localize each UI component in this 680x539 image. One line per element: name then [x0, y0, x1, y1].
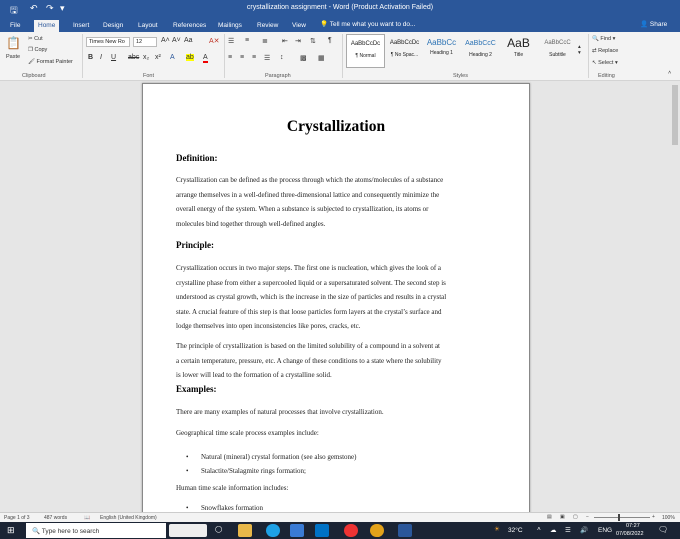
multilevel-list-icon[interactable]: ≣ [262, 38, 268, 45]
tell-me-search[interactable]: 💡 Tell me what you want to do... [320, 21, 416, 28]
taskbar-search-input[interactable]: 🔍 Type here to search [26, 523, 166, 538]
tab-layout[interactable]: Layout [138, 22, 158, 29]
ribbon [0, 32, 680, 81]
collapse-ribbon-icon[interactable]: ˄ [668, 70, 672, 76]
paste-button[interactable]: Paste [6, 54, 21, 60]
change-case-icon[interactable]: Aa [184, 37, 193, 44]
edge-icon[interactable] [266, 524, 280, 537]
subscript-icon[interactable]: x₂ [143, 54, 150, 61]
paragraph-human-intro: Human time scale information includes: [176, 484, 289, 492]
clock-date[interactable]: 07/08/2022 [616, 531, 644, 537]
align-right-icon[interactable]: ≡ [252, 54, 257, 61]
clear-formatting-icon[interactable]: A✕ [209, 38, 220, 45]
network-icon[interactable]: ☰ [565, 527, 571, 534]
decrease-indent-icon[interactable]: ⇤ [282, 38, 288, 45]
styles-scroll-icon[interactable]: ▴ ▾ [578, 44, 581, 56]
shading-icon[interactable]: ▩ [300, 55, 307, 62]
language-status[interactable]: English (United Kingdom) [100, 515, 157, 521]
heading-examples: Examples: [176, 384, 217, 394]
scrollbar-thumb[interactable] [672, 85, 678, 145]
status-bar [0, 512, 680, 522]
weather-icon[interactable]: ☀ [494, 526, 500, 533]
mail-icon[interactable] [315, 524, 329, 537]
chrome-icon[interactable] [370, 524, 384, 537]
editing-group-label: Editing [598, 73, 615, 79]
browser-icon[interactable] [344, 524, 358, 537]
task-view-icon[interactable]: ◯ [215, 526, 223, 533]
save-icon[interactable]: 🖫 [10, 5, 18, 15]
undo-icon[interactable]: ↶ [30, 3, 38, 13]
input-language[interactable]: ENG [598, 527, 613, 534]
copy-button[interactable]: ❐ Copy [28, 47, 48, 53]
line-spacing-icon[interactable]: ↕ [280, 54, 284, 61]
tab-design[interactable]: Design [103, 22, 124, 29]
brush-icon: 🖌 [28, 59, 35, 65]
tab-insert[interactable]: Insert [73, 22, 90, 29]
show-formatting-icon[interactable]: ¶ [328, 37, 332, 44]
windows-start-icon[interactable]: ⊞ [7, 525, 15, 535]
volume-icon[interactable]: 🔊 [580, 527, 589, 534]
align-center-icon[interactable]: ≡ [240, 54, 245, 61]
underline-icon[interactable]: U [111, 54, 117, 61]
customize-quick-access-icon[interactable]: ▾ [60, 3, 65, 13]
italic-icon[interactable]: I [100, 54, 102, 61]
zoom-level[interactable]: 100% [662, 515, 675, 521]
bold-icon[interactable]: B [88, 54, 94, 61]
bullet-icon: • [186, 504, 189, 512]
styles-group-label: Styles [453, 73, 468, 79]
strikethrough-icon[interactable]: abc [128, 54, 140, 61]
style-subtitle[interactable]: AaBbCcC Subtitle [538, 34, 577, 68]
style-title[interactable]: AaB Title [499, 34, 538, 68]
increase-indent-icon[interactable]: ⇥ [295, 38, 301, 45]
cursor-icon: ↖ [592, 60, 597, 66]
share-button[interactable]: 👤 Share [640, 21, 668, 28]
style-no-spacing[interactable]: AaBbCcDc ¶ No Spac... [385, 34, 424, 68]
style-normal[interactable]: AaBbCcDc ¶ Normal [346, 34, 385, 68]
zoom-slider[interactable] [594, 517, 650, 518]
paragraph-geo-intro: Geographical time scale process examples include: [176, 429, 319, 437]
proofing-icon[interactable]: 📖 [84, 515, 91, 521]
title-bar [0, 0, 680, 18]
heading-definition: Definition: [176, 153, 218, 163]
replace-button[interactable]: ⇄ Replace [592, 48, 619, 54]
person-icon: 👤 [640, 21, 649, 28]
temperature[interactable]: 32°C [508, 527, 523, 534]
paragraph-group-label: Paragraph [265, 73, 291, 79]
copy-icon: ❐ [28, 47, 33, 53]
web-layout-icon[interactable]: ▢ [573, 514, 578, 520]
shrink-font-icon[interactable]: A˅ [172, 37, 181, 44]
font-name-select[interactable]: Times New Ro [86, 37, 130, 47]
zoom-slider-thumb[interactable] [618, 514, 620, 521]
bullet-icon: • [186, 453, 189, 461]
tab-view[interactable]: View [292, 22, 306, 29]
print-layout-icon[interactable]: ▣ [560, 514, 565, 520]
document-page[interactable]: Crystallization Definition: Crystallization can be defined as the process through which the atoms/molecules of a substance arrange themselves in a well-defined three-dimensional lattice and consequently minimize the overall energy of the system. When a substance is subjected to crystallization, its atoms or molecules bind together through well-defined angles. Principle: Crystallization occurs in two major steps. The first one is nucleation, which gives the look of a crystalline phase from either a supercooled liquid or a supersaturated solvent. The second step is understood as crystal growth, which is the increase in the size of particles and results in a crystal state. A crucial feature of this step is that loose particles form layers at the crystal’s surface and lodge themselves into open inconsistencies like pores, cracks, etc. The principle of crystallization is based on the limited solubility of a compound in a solvent at a certain temperature, pressure, etc. A change of these conditions to a state where the solubility is lower will lead to the formation of a crystalline solid. Examples: There are many examples of natural processes that involve crystallization. Geographical time scale process examples include: • Natural (mineral) crystal formation (see also gemstone) • Stalactite/Stalagmite rings formation; Human time scale information includes: • Snowflakes formation [142, 83, 530, 512]
highlight-icon[interactable]: ab [186, 54, 194, 61]
redo-icon[interactable]: ↷ [46, 3, 54, 13]
window-title: crystallization assignment - Word (Product Activation Failed) [246, 4, 434, 11]
tab-file[interactable]: File [10, 22, 21, 29]
cut-button[interactable]: ✂ Cut [28, 36, 43, 42]
select-button[interactable]: ↖ Select ▾ [592, 60, 618, 66]
bullets-icon[interactable]: ☰ [228, 38, 235, 45]
numbering-icon[interactable]: ≡ [245, 37, 250, 44]
vertical-scrollbar[interactable] [670, 81, 680, 512]
replace-icon: ⇄ [592, 48, 597, 54]
notifications-icon[interactable]: 🗨 [658, 525, 669, 534]
grow-font-icon[interactable]: A˄ [161, 37, 170, 44]
style-heading-2[interactable]: AaBbCcC Heading 2 [461, 34, 500, 68]
format-painter-button[interactable]: 🖌 Format Painter [28, 59, 73, 65]
justify-icon[interactable]: ☰ [264, 55, 271, 62]
style-preview: AaBbCcDc [350, 41, 381, 47]
sort-icon[interactable]: ⇅ [310, 38, 316, 45]
tab-home[interactable]: Home [34, 20, 59, 32]
clock-time[interactable]: 07:27 [626, 523, 640, 529]
bullet-icon: • [186, 467, 189, 475]
text-effects-icon[interactable]: A [170, 54, 175, 61]
word-count[interactable]: 487 words [44, 515, 68, 521]
zoom-in-icon[interactable]: + [652, 514, 655, 520]
file-explorer-icon[interactable] [238, 524, 252, 537]
paragraph-examples-intro: There are many examples of natural processes that involve crystallization. [176, 408, 384, 416]
font-color-icon[interactable]: A [203, 54, 208, 61]
search-highlight-icon[interactable] [169, 524, 207, 537]
style-heading-1[interactable]: AaBbCc Heading 1 [422, 34, 461, 68]
document-title: Crystallization [286, 118, 386, 135]
chevron-up-icon[interactable]: ˄ [537, 526, 541, 533]
style-preview: AaBbCcC [465, 40, 496, 47]
style-preview: AaBbCcDc [389, 40, 420, 46]
style-preview: AaBbCc [426, 38, 457, 47]
search-icon: 🔍 [32, 528, 41, 535]
paste-icon[interactable]: 📋 [6, 36, 21, 50]
paragraph-principle-1: Crystallization occurs in two major steps. The first one is nucleation, which gives the look of a crystalline phase from either a supercooled liquid or a supersaturated solvent. The second step is understood as crystal growth, which is the increase in the size of particles and results in a crystal state. A crucial feature of this step is that loose particles form layers at the crystal’s surface and lodge themselves into open inconsistencies like pores, cracks, etc. [176, 264, 447, 330]
clipboard-group-label: Clipboard [22, 73, 46, 79]
font-size-select[interactable]: 12 [133, 37, 157, 47]
heading-principle: Principle: [176, 240, 214, 250]
lightbulb-icon: 💡 [320, 21, 329, 28]
zoom-out-icon[interactable]: − [586, 514, 589, 520]
paragraph-principle-2: The principle of crystallization is based on the limited solubility of a compound in a solvent at a certain temperature, pressure, etc. A change of these conditions to a state where the solubility is lower will lead to the formation of a crystalline solid. [176, 342, 442, 379]
style-preview: AaBbCcC [544, 40, 571, 46]
search-icon: 🔍 [592, 36, 599, 42]
tab-references[interactable]: References [173, 22, 207, 29]
superscript-icon[interactable]: x² [155, 54, 161, 61]
tab-mailings[interactable]: Mailings [218, 22, 242, 29]
tab-review[interactable]: Review [257, 22, 279, 29]
document-workspace [0, 81, 680, 512]
style-preview: AaB [507, 36, 530, 50]
align-left-icon[interactable]: ≡ [228, 54, 233, 61]
cloud-icon[interactable]: ☁ [550, 527, 557, 534]
borders-icon[interactable]: ▦ [318, 55, 325, 62]
paragraph-definition: Crystallization can be defined as the process through which the atoms/molecules of a substance arrange themselves in a well-defined three-dimensional lattice and consequently minimize the overall energy of the system. When a substance is subjected to crystallization, its atoms or molecules bind together through well-defined angles. [176, 176, 444, 228]
store-icon[interactable] [290, 524, 304, 537]
word-taskbar-icon[interactable] [398, 524, 412, 537]
font-group-label: Font [143, 73, 155, 79]
scissors-icon: ✂ [28, 36, 33, 42]
taskbar [0, 522, 680, 539]
find-button[interactable]: 🔍 Find ▾ [592, 36, 616, 42]
read-mode-icon[interactable]: ▤ [547, 514, 552, 520]
page-count[interactable]: Page 1 of 3 [4, 515, 30, 521]
